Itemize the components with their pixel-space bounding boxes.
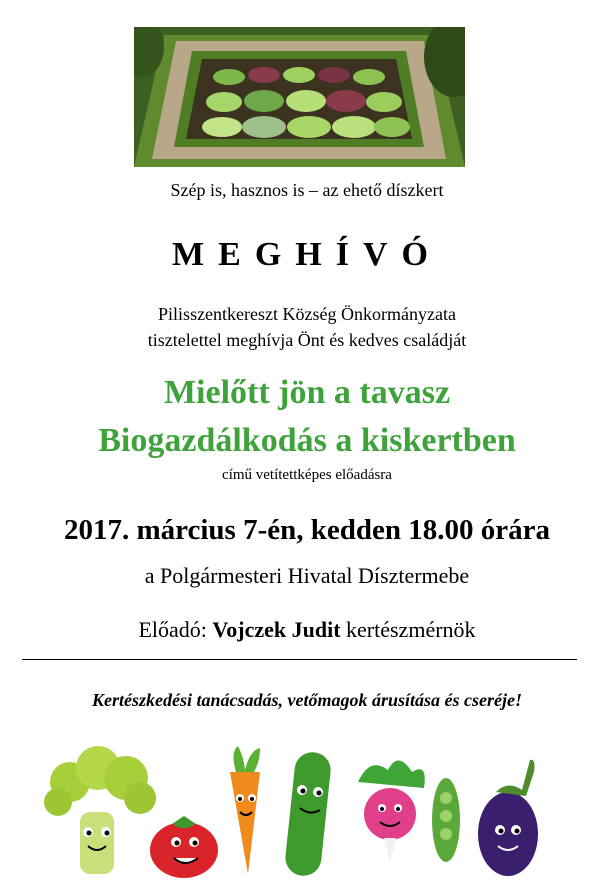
radish-icon [358,760,425,862]
garden-bed-photo [134,27,465,167]
event-subtype: című vetítettképes előadásra [222,467,392,483]
cucumber-icon [284,750,333,877]
carrot-icon [230,746,260,874]
event-date: 2017. március 7-én, kedden 18.00 órára [63,514,550,546]
speaker-name: Vojczek Judit [212,617,341,642]
invite-line: tisztelettel meghívja Önt és kedves családját [147,330,467,350]
organizer: Pilisszentkereszt Község Önkormányzata [158,304,456,324]
footer-note: Kertészkedési tanácsadás, vetőmagok árusítása és cseréje! [92,690,522,710]
divider [22,659,577,660]
event-title-line2: Biogazdálkodás a kiskertben [98,422,516,459]
speaker-line [0,617,614,643]
event-venue: a Polgármesteri Hivatal Dísztermebe [144,563,470,588]
page-title: MEGHÍVÓ [172,236,442,273]
event-title-line1: Mielőtt jön a tavasz [163,374,451,411]
vegetable-illustration [40,742,570,880]
speaker-suffix: kertészmérnök [340,617,476,642]
subtitle: Szép is, hasznos is – az ehető díszkert [170,180,444,200]
tomato-icon [150,816,218,878]
speaker-prefix: Előadó: [138,617,213,642]
eggplant-icon [478,760,538,876]
broccoli-icon [44,746,156,874]
peapod-icon [432,778,460,862]
